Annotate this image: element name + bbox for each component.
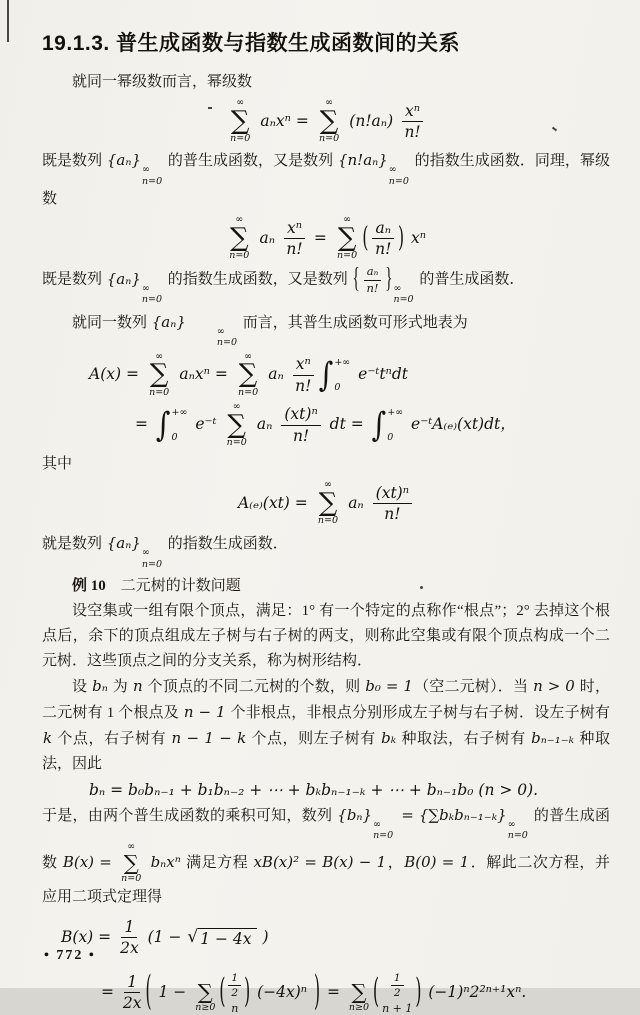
text-run: aₙ (366, 264, 379, 279)
text-run: 为 (108, 679, 132, 696)
stack-row (228, 972, 241, 1000)
fraction (364, 265, 382, 296)
text-run: 1 (231, 971, 239, 984)
formula-A-integral-line1 (42, 352, 610, 399)
text-run: 而言，其普生成函数可形式地表为 (239, 314, 468, 331)
big-delimiter: ) (314, 967, 321, 1015)
text-run: 既是数列 (42, 153, 106, 170)
text-run: 满足方程 (181, 854, 253, 871)
text-run: n! (286, 240, 303, 259)
text-run: 2x (122, 994, 142, 1013)
text-run: n! (384, 505, 401, 524)
big-delimiter: ( (362, 221, 369, 254)
math-seg: xⁿ (406, 228, 426, 247)
math-seg: aₙxⁿ = (174, 365, 233, 384)
math-seg: {bₙ} (337, 806, 373, 825)
fraction (120, 918, 139, 958)
big-delimiter: ) (397, 221, 405, 254)
fraction (123, 973, 142, 1013)
math-seg: bₙ (92, 677, 108, 696)
text-run: 的指数生成函数． (164, 536, 288, 553)
fraction (293, 355, 314, 395)
math-seg: dt = (324, 415, 369, 434)
text-run: xⁿ (295, 355, 311, 374)
math-seg: ) (257, 927, 269, 946)
formula-Ae-definition (42, 480, 610, 527)
math-seg: B(0) = 1 (404, 852, 470, 871)
sup-sub-scripts: ∞ n=0 (141, 282, 162, 306)
text-run: (xt)ⁿ (284, 405, 318, 424)
integral-operator: ∫ +∞ 0 (318, 354, 351, 395)
text-run: 设 (72, 679, 92, 696)
text-run: n! (366, 281, 379, 296)
math-seg: aₙxⁿ = (255, 111, 314, 130)
fraction (284, 219, 305, 259)
fraction (402, 102, 423, 142)
text-run: n (231, 1001, 239, 1015)
big-delimiter: ( (145, 967, 152, 1015)
math-seg: = (322, 982, 345, 1001)
math-seg: e⁻ᵗA₍ₑ₎(xt)dt， (406, 415, 516, 434)
text-run: 的普生成函数，又是数列 (164, 153, 337, 170)
fraction (372, 219, 394, 259)
paragraph-where (42, 452, 610, 477)
math-seg: k (43, 729, 53, 748)
formula-Bx-closed-form-line2 (42, 967, 610, 1015)
text-run: 种取法，因此 (42, 731, 610, 773)
big-delimiter: } (385, 264, 393, 295)
math-seg: A(x) = (89, 365, 144, 384)
text-run: ， (387, 854, 404, 871)
math-seg: {aₙ} (151, 312, 186, 331)
math-seg: = (308, 228, 332, 247)
fraction (373, 484, 412, 524)
math-seg: {n!aₙ} (337, 151, 388, 170)
text-run: 的普生成函数 (42, 808, 610, 871)
paragraph-egf-ogf-duality (42, 265, 610, 306)
math-seg: A₍ₑ₎(xt) = (237, 493, 313, 512)
text-run: 就是数列 (42, 536, 106, 553)
sup-sub-scripts: ∞ n=0 (216, 325, 237, 349)
binomial-stack (228, 972, 241, 1014)
big-operator: ∞ ∑ n=0 (317, 479, 339, 527)
sup-sub-scripts: ∞ n=0 (507, 819, 528, 842)
fraction (228, 972, 241, 1000)
text-run: 时，二元树有 1 个根点及 (42, 679, 610, 722)
paragraph-recurrence-setup (42, 674, 610, 777)
text-run: 于是，由两个普生成函数的乘积可知，数列 (42, 808, 337, 825)
text-run: 既是数列 (42, 271, 106, 288)
math-seg: n (132, 677, 143, 696)
text-run: 个点，则左子树有 (247, 731, 381, 748)
big-delimiter: ) (415, 971, 422, 1011)
math-seg: bₖ (381, 729, 397, 748)
math-seg: b₀ = 1 (365, 677, 413, 696)
paragraph-is-egf (42, 531, 610, 570)
formula-Bx-closed-form-line1 (42, 918, 610, 958)
text-run: xⁿ (405, 101, 421, 120)
big-delimiter: ) (244, 971, 251, 1011)
section-heading: 19.1.3. 普生成函数与指数生成函数间的关系 (42, 32, 461, 55)
text-run: 个顶点的不同二元树的个数，则 (143, 679, 365, 696)
scan-speck (420, 586, 423, 589)
stack-row (231, 1003, 238, 1014)
square-root: √ 1 − 4x (187, 928, 256, 948)
math-seg: e⁻ᵗ (190, 415, 222, 434)
text-run: 个非根点，非根点分别形成左子树与右子树．设左子树有 (226, 705, 610, 722)
sup-sub-scripts: ∞ n=0 (373, 819, 394, 842)
text-run: xⁿ (286, 218, 302, 237)
text-run: ．解此二次方程，并应用二项式定理得 (42, 854, 610, 905)
fraction (281, 405, 320, 445)
paragraph-binary-tree-definition (42, 599, 610, 674)
bold-run: 例 10 (72, 578, 106, 595)
big-delimiter: { (352, 264, 360, 295)
sup-sub-scripts: ∞ n=0 (393, 282, 414, 306)
big-operator: ∞ ∑ n=0 (149, 350, 170, 398)
text-run: (xt)ⁿ (375, 483, 410, 502)
big-operator: ∞ ∑ n=0 (121, 840, 142, 884)
math-seg: B(x) = (62, 852, 118, 871)
text-run: 2 (231, 987, 239, 1000)
text-run: 就同一数列 (72, 314, 151, 331)
math-seg: e⁻ᵗtⁿdt (353, 365, 408, 384)
math-seg: bₙxⁿ (145, 852, 181, 871)
integral-operator: ∫ +∞ 0 (155, 404, 188, 445)
math-seg: bₙ₋₁₋ₖ (531, 729, 575, 748)
text-run: 2x (120, 939, 139, 958)
math-seg: {aₙ} (106, 534, 141, 553)
text-run: n! (295, 376, 312, 395)
text-run: 2 (393, 987, 401, 1000)
text-run: （空二元树）．当 (413, 679, 533, 696)
text-run: 其中 (42, 456, 73, 473)
sup-sub-scripts: ∞ n=0 (141, 547, 162, 570)
sup-sub-scripts: ∞ n=0 (142, 164, 163, 187)
text-run: 个点，右子树有 (53, 731, 171, 748)
text-run: aₙ (375, 218, 391, 237)
math-seg: = (101, 982, 119, 1001)
math-seg: = (135, 415, 153, 434)
big-operator: ∞ ∑ n=0 (226, 400, 247, 449)
stack-row (391, 972, 404, 1000)
text-run: 的普生成函数． (415, 271, 525, 288)
text-run: 1 (127, 972, 138, 991)
text-run: 就同一幂级数而言，幂级数 (72, 74, 253, 90)
big-operator: ∞ ∑ n=0 (337, 214, 358, 262)
big-operator: ∑ n≥0 (348, 979, 370, 1013)
stack-row (382, 1003, 412, 1014)
math-seg: (n!aₙ) (344, 111, 399, 130)
paragraph-same-sequence (42, 310, 610, 349)
math-seg: n − 1 − k (171, 729, 247, 748)
text-run: n + 1 (382, 1001, 413, 1015)
text-run: n! (292, 426, 310, 445)
fraction (391, 972, 404, 1000)
math-seg: {aₙ} (106, 269, 141, 288)
formula-egf-equals-ogf (42, 215, 610, 262)
text-run: n! (375, 240, 392, 259)
paragraph-product-of-ogfs (42, 803, 610, 910)
big-operator: ∞ ∑ n=0 (237, 350, 259, 398)
text-run: 设空集或一组有限个顶点，满足：1° 有一个特定的点称作“根点”；2° 去掉这个根点后，余下的顶点组成左子树与右子树的两支，则称此空集或有限个顶点构成一个二元树．这些顶点之间的分支关系，称为树形结构． (42, 603, 610, 670)
paragraph-both-generating-functions (42, 148, 610, 212)
text-run: 二元树的计数问题 (105, 578, 241, 595)
sup-sub-scripts: ∞ n=0 (388, 164, 409, 187)
math-seg: n − 1 (183, 703, 226, 722)
text-run: 的指数生成函数．同理，幂级数 (42, 153, 610, 208)
big-delimiter: ( (373, 971, 380, 1011)
math-seg: xB(x)² = B(x) − 1 (253, 852, 387, 871)
scan-edge-artifact (7, 0, 9, 42)
page-number: • 772 • (44, 948, 96, 963)
text-run: 的指数生成函数，又是数列 (164, 271, 352, 288)
math-seg: n > 0 (533, 677, 575, 696)
big-operator: ∑ n≥0 (195, 979, 216, 1013)
formula-catalan-recurrence (42, 781, 610, 799)
big-operator: ∞ ∑ n=0 (230, 97, 251, 145)
math-seg: aₙ (254, 228, 280, 247)
paragraph-power-series-intro (42, 70, 610, 95)
big-delimiter: ( (219, 971, 226, 1011)
example-10-heading (42, 574, 610, 599)
math-seg: (1 − (142, 927, 187, 946)
big-operator: ∞ ∑ n=0 (229, 214, 250, 262)
big-operator: ∞ ∑ n=0 (319, 97, 340, 145)
math-seg: 1 − (153, 982, 192, 1001)
math-seg: bₙ = b₀bₙ₋₁ + b₁bₙ₋₂ + ⋯ + bₖbₙ₋₁₋ₖ + ⋯ + bₙ₋₁b₀ (n > 0). (89, 781, 539, 800)
text-run: 1 (124, 917, 135, 936)
math-seg: aₙ (263, 365, 289, 384)
text-run: n! (404, 123, 421, 142)
math-seg: (−4x)ⁿ (252, 982, 312, 1001)
math-seg: (−1)ⁿ2²ⁿ⁺¹xⁿ. (423, 982, 527, 1001)
text-run: 种取法，右子树有 (397, 731, 531, 748)
integral-operator: ∫ +∞ 0 (371, 404, 404, 445)
formula-A-integral-line2 (42, 402, 610, 449)
scan-speck (208, 107, 212, 109)
text-run: 1 (393, 971, 401, 984)
math-seg: = {∑bₖbₙ₋₁₋ₖ} (396, 806, 507, 825)
binomial-stack (382, 972, 412, 1014)
math-seg: B(x) = (61, 927, 117, 946)
math-seg: aₙ (251, 415, 278, 434)
formula-ogf-equals-egf (42, 98, 610, 145)
math-seg: aₙ (343, 493, 369, 512)
math-seg: {aₙ} (106, 151, 141, 170)
text-run: 1 − 4x (200, 929, 252, 948)
